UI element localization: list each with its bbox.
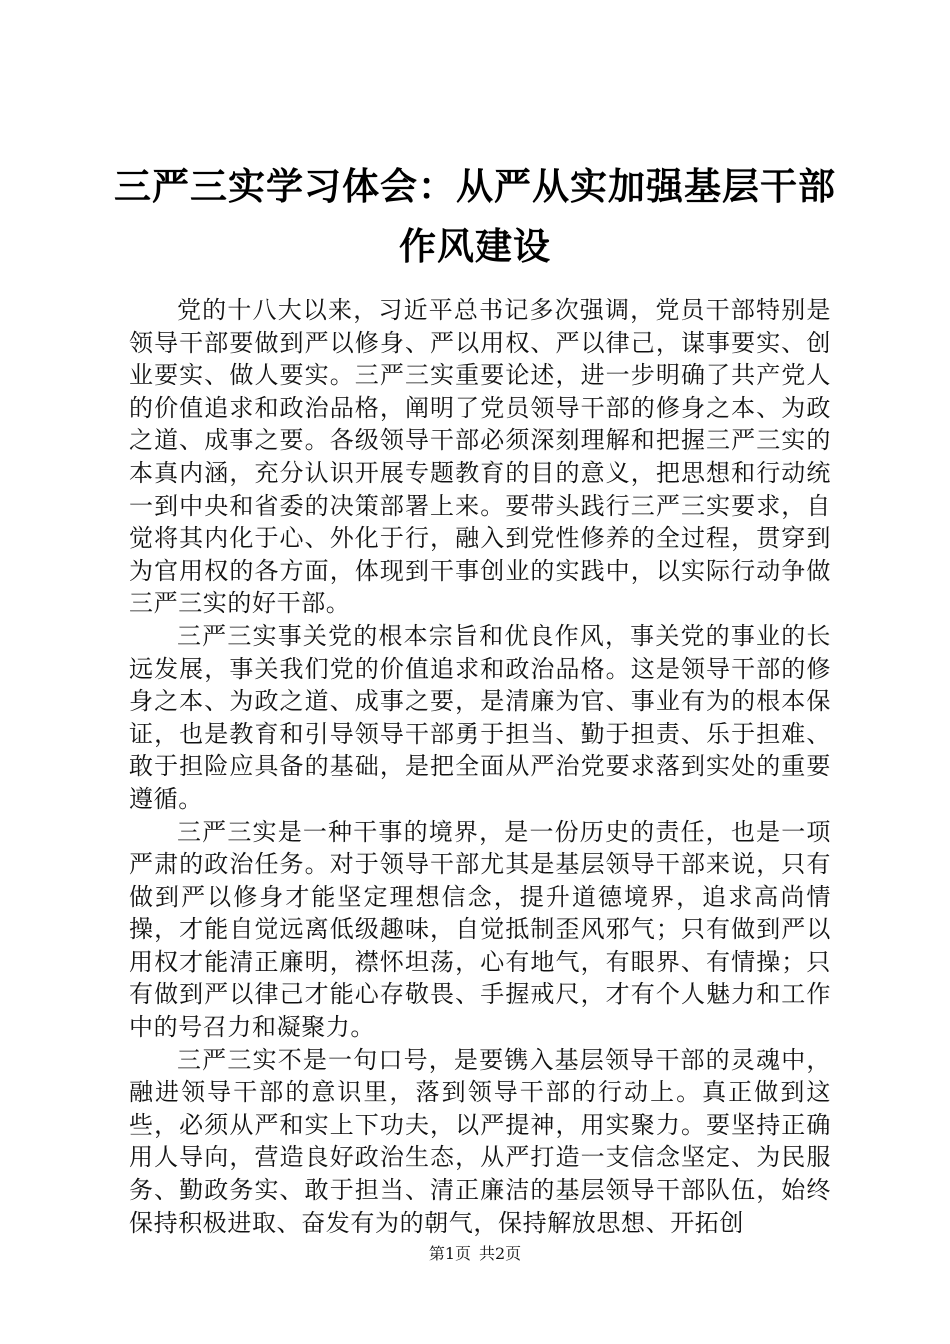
- document-title: 三严三实学习体会：从严从实加强基层干部作风建设: [114, 164, 836, 268]
- page-footer: [0, 1242, 950, 1266]
- page-number: 第1页: [428, 1244, 471, 1263]
- document-body: [129, 294, 831, 1239]
- page-total: 共2页: [479, 1244, 522, 1263]
- paragraph: 三严三实事关党的根本宗旨和优良作风，事关党的事业的长远发展，事关我们党的价值追求和政治品格。这是领导干部的修身之本、为政之道、成事之要，是清廉为官、事业有为的根本保证，也是教育和引导领导干部勇于担当、勤于担责、乐于担难、敢于担险应具备的基础，是把全面从严治党要求落到实处的重要遵循。: [129, 621, 831, 813]
- paragraph: 三严三实不是一句口号，是要镌入基层领导干部的灵魂中，融进领导干部的意识里，落到领导干部的行动上。真正做到这些，必须从严和实上下功夫，以严提神，用实聚力。要坚持正确用人导向，营造良好政治生态，从严打造一支信念坚定、为民服务、勤政务实、敢于担当、清正廉洁的基层领导干部队伍，始终保持积极进取、奋发有为的朝气，保持解放思想、开拓创: [129, 1045, 831, 1237]
- paragraph: 党的十八大以来，习近平总书记多次强调，党员干部特别是领导干部要做到严以修身、严以用权、严以律己，谋事要实、创业要实、做人要实。三严三实重要论述，进一步明确了共产党人的价值追求和政治品格，阐明了党员领导干部的修身之本、为政之道、成事之要。各级领导干部必须深刻理解和把握三严三实的本真内涵，充分认识开展专题教育的目的意义，把思想和行动统一到中央和省委的决策部署上来。要带头践行三严三实要求，自觉将其内化于心、外化于行，融入到党性修养的全过程，贯穿到为官用权的各方面，体现到干事创业的实践中，以实际行动争做三严三实的好干部。: [129, 296, 831, 618]
- paragraph: 三严三实是一种干事的境界，是一份历史的责任，也是一项严肃的政治任务。对于领导干部尤其是基层领导干部来说，只有做到严以修身才能坚定理想信念，提升道德境界，追求高尚情操，才能自觉远离低级趣味，自觉抵制歪风邪气；只有做到严以用权才能清正廉明，襟怀坦荡，心有地气，有眼界、有情操；只有做到严以律己才能心存敬畏、手握戒尺，才有个人魅力和工作中的号召力和凝聚力。: [129, 817, 831, 1042]
